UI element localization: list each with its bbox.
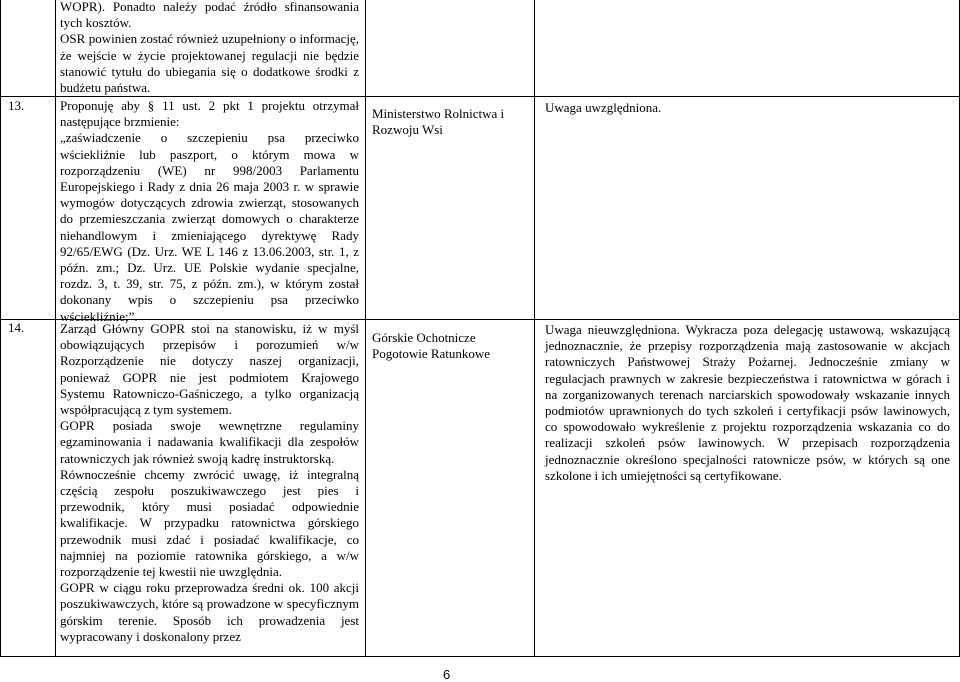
page-number: 6 bbox=[443, 667, 451, 682]
row-response: Uwaga nieuwzględniona. Wykracza poza delegację ustawową, wskazującą jednoznacznie, że przepisy rozporządzenia mają zastosowanie w akcjach ratowniczych Państwowej Straży Pożarnej. Jednocześnie zmiany w regulacjach prawnych w zakresie bezpieczeństwa i ratownictwa w górach i na zorganizowanych terenach narciarskich spowodowały wskazanie innych podmiotów uprawnionych do tych szkoleń i certyfikacji psów lawinowych, co spowodowało wykreślenie z projektu rozporządzenia wskazania co do realizacji szkoleń psów lawinowych. W przepisach rozporządzenia jednoznacznie określono specjalności ratownicze psów, w których są one szkolone i ich umiejętności są certyfikowane. bbox=[545, 322, 950, 483]
paragraph: OSR powinien zostać również uzupełniony o informację, że wejście w życie projektowanej regulacji nie będzie stanowić tytułu do ubiegania się o dodatkowe środki z budżetu państwa. bbox=[60, 31, 359, 96]
row-response: Uwaga uwzględniona. bbox=[545, 100, 662, 115]
paragraph: Równocześnie chcemy zwrócić uwagę, iż integralną częścią zespołu poszukiwawczego jest pies i przewodnik, który musi posiadać odpowiednie kwalifikacje. W przypadku ratownictwa górskiego przewodnik musi zdać i posiadać kwalifikacje, co najmniej na poziomie ratownika górskiego, a w/w rozporządzenie tej kwestii nie uwzględnia. bbox=[60, 466, 359, 580]
table-border-left bbox=[0, 0, 1, 657]
column-divider-response bbox=[534, 0, 535, 657]
paragraph: WOPR). Ponadto należy podać źródło sfinansowania tych kosztów. bbox=[60, 0, 359, 31]
row-number: 14. bbox=[8, 320, 25, 335]
paragraph: GOPR w ciągu roku przeprowadza średni ok. 100 akcji poszukiwawczych, które są prowadzone w specyficznym górskim terenie. Sposób ich prowadzenia jest wypracowany i doskonalony przez bbox=[60, 580, 359, 644]
row-content bbox=[60, 98, 359, 325]
column-divider-content bbox=[55, 0, 56, 657]
row-content-continued bbox=[60, 0, 359, 96]
table-border-bottom bbox=[0, 656, 960, 657]
row-submitter: Ministerstwo Rolnictwa i Rozwoju Wsi bbox=[372, 106, 505, 138]
row-content bbox=[60, 321, 359, 645]
paragraph: Proponuję aby § 11 ust. 2 pkt 1 projektu otrzymał następujące brzmienie: bbox=[60, 98, 359, 130]
row-submitter: Górskie Ochotnicze Pogotowie Ratunkowe bbox=[372, 330, 491, 362]
paragraph: GOPR posiada swoje wewnętrzne regulaminy egzaminowania i nadawania kwalifikacji dla zespołów ratowniczych jak również swoją kadrę instruktorską. bbox=[60, 418, 359, 466]
row-number: 13. bbox=[8, 98, 25, 113]
column-divider-submitter bbox=[365, 0, 366, 657]
paragraph: Zarząd Główny GOPR stoi na stanowisku, iż w myśl obowiązujących przepisów i porozumień w/w Rozporządzenie nie dotyczy naszej organizacji, ponieważ GOPR nie jest podmiotem Krajowego Systemu Ratowniczo-Gaśniczego, a tylko organizacją współpracującą z tym systemem. bbox=[60, 321, 359, 418]
paragraph: „zaświadczenie o szczepieniu psa przeciwko wściekliźnie lub paszport, o którym mowa w rozporządzeniu (WE) nr 998/2003 Parlamentu Europejskiego i Rady z dnia 26 maja 2003 r. w sprawie wymogów dotyczących zdrowia zwierząt, stosowanych do przemieszczania zwierząt domowych o charakterze niehandlowym i zmieniającego dyrektywę Rady 92/65/EWG (Dz. Urz. WE L 146 z 13.06.2003, str. 1, z późn. zm.; Dz. Urz. UE Polskie wydanie specjalne, rozdz. 3, t. 39, str. 75, z późn. zm.), w którym został dokonany wpis o szczepieniu psa przeciwko wściekliźnie;”. bbox=[60, 130, 359, 324]
